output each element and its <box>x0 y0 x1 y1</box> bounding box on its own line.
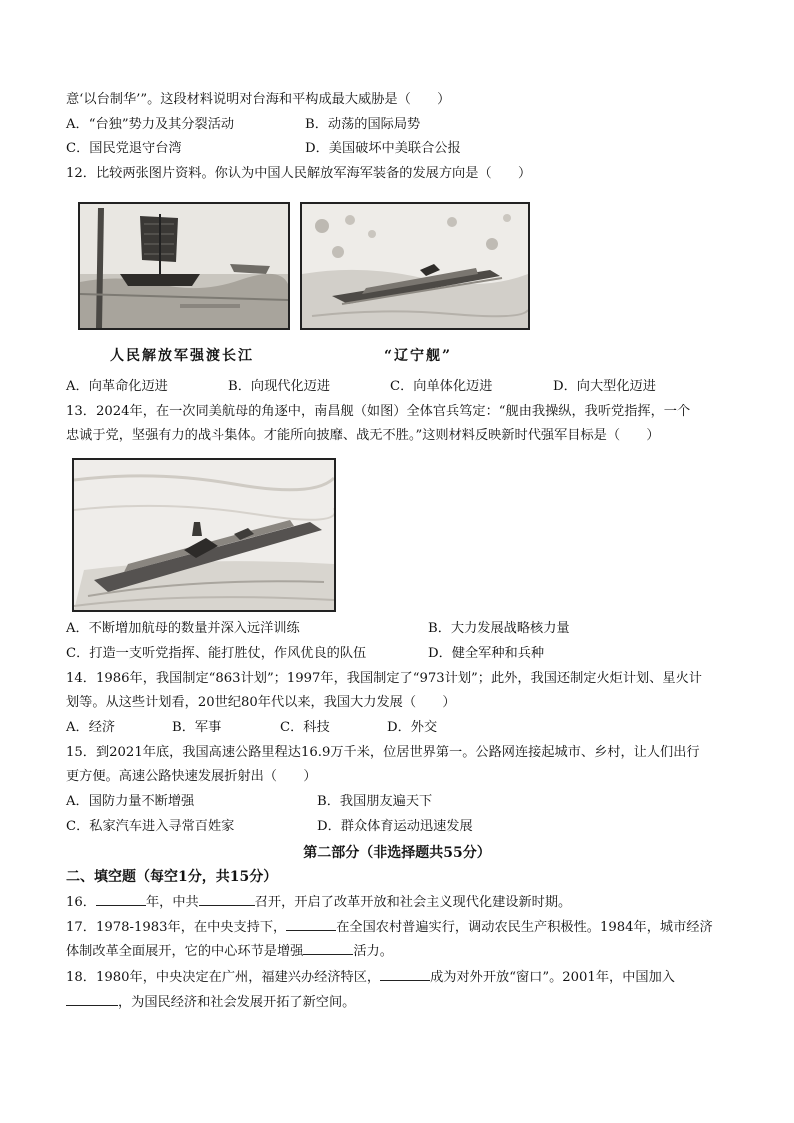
q17-part-d: 活力。 <box>353 944 393 959</box>
q18-part-c: ，为国民经济和社会发展开拓了新空间。 <box>118 995 356 1010</box>
photo-nanchang-destroyer <box>72 458 336 612</box>
q17-part-c: 体制改革全面展开，它的中心环节是增强 <box>66 944 304 959</box>
q15-stem-line1: 15．到2021年底，我国高速公路里程达16.9万千米，位居世界第一。公路网连接起城市、乡村，让人们出行 <box>66 745 700 760</box>
q17-part-a: 17．1978-1983年，在中央支持下， <box>66 920 287 935</box>
q13-option-b: B．大力发展战略核力量 <box>428 621 570 636</box>
photo-crossing-yangtze <box>78 202 290 330</box>
q16-part-b: 年，中共 <box>145 895 199 910</box>
q18-line2 <box>66 991 355 1013</box>
q12-option-a: A．向革命化迈进 <box>66 379 168 394</box>
q16-part-c: 召开，开启了改革开放和社会主义现代化建设新时期。 <box>254 895 572 910</box>
q18-blank-organization[interactable] <box>66 991 118 1006</box>
q15-option-d: D．群众体育运动迅速发展 <box>317 819 473 834</box>
q17-blank-vitality[interactable] <box>303 940 353 955</box>
q18-line1 <box>66 966 675 988</box>
q13-stem-line2: 忠诚于党，坚强有力的战斗集体。才能所向披靡、战无不胜。”这则材料反映新时代强军目标是（ ） <box>66 428 660 443</box>
q14-option-d: D．外交 <box>387 720 438 735</box>
section2-title: 二、填空题（每空1分，共15分） <box>66 869 278 885</box>
q12-stem: 12．比较两张图片资料。你认为中国人民解放军海军装备的发展方向是（ ） <box>66 166 532 181</box>
q14-stem-line1: 14．1986年，我国制定“863计划”；1997年，我国制定了“973计划”；此外，我国还制定火炬计划、星火计 <box>66 671 702 686</box>
q15-stem-line2: 更方便。高速公路快速发展折射出（ ） <box>66 769 317 784</box>
q12-option-b: B．向现代化迈进 <box>228 379 331 394</box>
q11-stem-tail: 意‘以台制华’”。这段材料说明对台海和平构成最大威胁是（ ） <box>66 92 451 107</box>
q11-option-d: D．美国破坏中美联合公报 <box>305 141 461 156</box>
photo-liaoning-carrier <box>300 202 530 330</box>
q17-blank-system[interactable] <box>286 916 336 931</box>
q13-option-c: C．打造一支听党指挥、能打胜仗，作风优良的队伍 <box>66 646 367 661</box>
q14-option-b: B．军事 <box>172 720 222 735</box>
q12-option-d: D．向大型化迈进 <box>553 379 656 394</box>
q15-option-c: C．私家汽车进入寻常百姓家 <box>66 819 235 834</box>
q11-option-b: B．动荡的国际局势 <box>305 117 421 132</box>
part2-title: 第二部分（非选择题共55分） <box>303 845 491 861</box>
q11-option-c: C．国民党退守台湾 <box>66 141 182 156</box>
q13-stem-line1: 13．2024年，在一次同美航母的角逐中，南昌舰（如图）全体官兵笃定：“舰由我操纵，我听党指挥，一个 <box>66 404 691 419</box>
q11-option-a: A．“台独”势力及其分裂活动 <box>66 117 235 132</box>
q15-option-b: B．我国朋友遍天下 <box>317 794 433 809</box>
q17-line1 <box>66 916 713 938</box>
q14-stem-line2: 划等。从这些计划看，20世纪80年代以来，我国大力发展（ ） <box>66 695 456 710</box>
q17-line2 <box>66 940 393 962</box>
q18-part-a: 18．1980年，中央决定在广州，福建兴办经济特区， <box>66 970 381 985</box>
q16-part-a: 16． <box>66 895 96 910</box>
q16-blank-meeting[interactable] <box>199 891 255 906</box>
q17-part-b: 在全国农村普遍实行，调动农民生产积极性。1984年，城市经济 <box>336 920 713 935</box>
q15-option-a: A．国防力量不断增强 <box>66 794 195 809</box>
q16-blank-year[interactable] <box>96 891 146 906</box>
q12-caption-left: 人民解放军强渡长江 <box>110 348 254 364</box>
q13-option-d: D．健全军种和兵种 <box>428 646 545 661</box>
q13-option-a: A．不断增加航母的数量并深入远洋训练 <box>66 621 300 636</box>
q18-part-b: 成为对外开放“窗口”。2001年，中国加入 <box>430 970 675 985</box>
q16 <box>66 891 571 913</box>
q14-option-c: C．科技 <box>280 720 330 735</box>
q12-caption-right: “辽宁舰” <box>384 348 453 364</box>
q14-option-a: A．经济 <box>66 720 116 735</box>
q18-blank-zone[interactable] <box>380 966 430 981</box>
q12-option-c: C．向单体化迈进 <box>390 379 493 394</box>
